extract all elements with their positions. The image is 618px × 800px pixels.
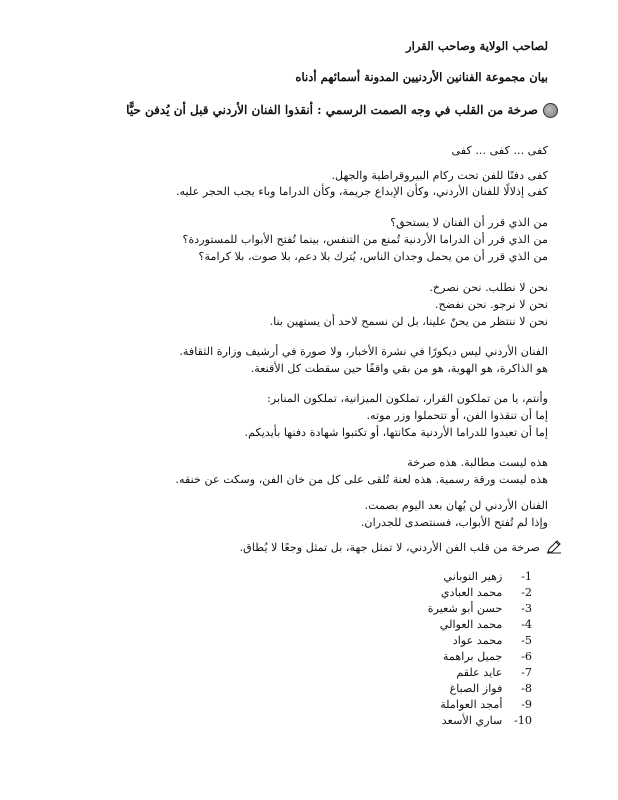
list-item [372,681,532,697]
paragraph-line: نحن لا ننتظر من يحنّ علينا، بل لن نسمح لاحد أن يستهين بنا. [269,315,548,328]
signatory-name: حسن أبو شعيرة [427,602,503,615]
gray-circle-icon [543,103,558,118]
signatory-name: ساري الأسعد [441,714,503,727]
list-item [372,617,532,633]
list-number: 6- [521,650,532,663]
list-item [372,665,532,681]
headline: صرخة من القلب في وجه الصمت الرسمي : أنقذوا الفنان الأردني قبل أن يُدفن حيًّا [126,103,538,117]
paragraph-line: نحن لا نرجو. نحن نفضح. [434,298,548,311]
list-number: 4- [521,618,532,631]
paragraph-line: كفى دفنًا للفن تحت ركام البيروقراطية والجهل. [331,169,548,182]
list-number: 9- [521,698,532,711]
list-item [372,585,532,601]
list-item [372,601,532,617]
list-number: 7- [521,666,532,679]
paragraph-line: نحن لا نطلب. نحن نصرخ. [429,281,548,294]
paragraph-line: إما أن تعيدوا للدراما الأردنية مكانتها، أو تكتبوا شهادة دفنها بأيديكم. [244,426,548,439]
paragraph-line: وإذا لم تُفتح الأبواب، فسنتصدى للجدران. [360,516,548,529]
paragraph-line: من الذي قرر أن الفنان لا يستحق؟ [390,216,548,229]
signatory-name: جميل براهمة [442,650,503,663]
paragraph-line: الفنان الأردني لن يُهان بعد اليوم بصمت. [364,499,548,512]
paragraph-line: كفى إذلالًا للفنان الأردني، وكأن الإبداع جريمة، وكأن الدراما وباء يجب الحجر عليه. [175,185,548,198]
list-number: 3- [521,602,532,615]
statement-title: بيان مجموعة الفنانين الأردنيين المدونة أسمائهم أدناه [295,70,548,84]
list-item [372,649,532,665]
paragraph-line: هذه ليست ورقة رسمية. هذه لعنة تُلقى على كل من خان الفن، وسكت عن خنقه. [175,473,548,486]
list-number: 2- [521,586,532,599]
paragraph-line: من الذي قرر أن من يحمل وجدان الناس، يُترك بلا دعم، بلا صوت، بلا كرامة؟ [198,250,548,263]
addressee-line: لصاحب الولاية وصاحب القرار [406,39,548,53]
list-number: 8- [521,682,532,695]
signatory-name: زهير النوباني [443,570,503,583]
list-number: 1- [521,570,532,583]
signatory-name: أمجد العواملة [440,698,503,711]
paragraph-line: هو الذاكرة، هو الهوية، هو من بقي واقفًا حين سقطت كل الأقنعة. [250,362,548,375]
paragraph-line: إما أن تنقذوا الفن، أو تتحملوا وزر موته. [366,409,548,422]
signatory-name: فواز الصباغ [449,682,503,695]
paragraph-line: وأنتم، يا من تملكون القرار، تملكون الميزانية، تملكون المنابر: [267,392,548,405]
signatories-list [372,569,532,729]
list-item [372,697,532,713]
signatory-name: محمد العبادي [440,586,503,599]
paragraph-line: كفى ... كفى ... كفى [451,144,548,157]
closing-line: صرخة من قلب الفن الأردني، لا تمثل جهة، بل تمثل وجعًا لا يُطاق. [239,541,540,554]
list-number: 10- [513,714,532,727]
pen-icon [546,540,562,554]
list-item [372,569,532,585]
paragraph-line: من الذي قرر أن الدراما الأردنية تُمنع من التنفس، بينما تُفتح الأبواب للمستوردة؟ [182,233,548,246]
paragraph-line: هذه ليست مطالبة. هذه صرخة [407,456,548,469]
list-number: 5- [521,634,532,647]
paragraph-line: الفنان الأردني ليس ديكورًا في نشرة الأخبار، ولا صورة في أرشيف وزارة الثقافة. [179,345,548,358]
list-item [372,633,532,649]
signatory-name: محمد العوالي [439,618,503,631]
signatory-name: عايد علقم [456,666,503,679]
signatory-name: محمد عواد [452,634,503,647]
list-item [372,713,532,729]
